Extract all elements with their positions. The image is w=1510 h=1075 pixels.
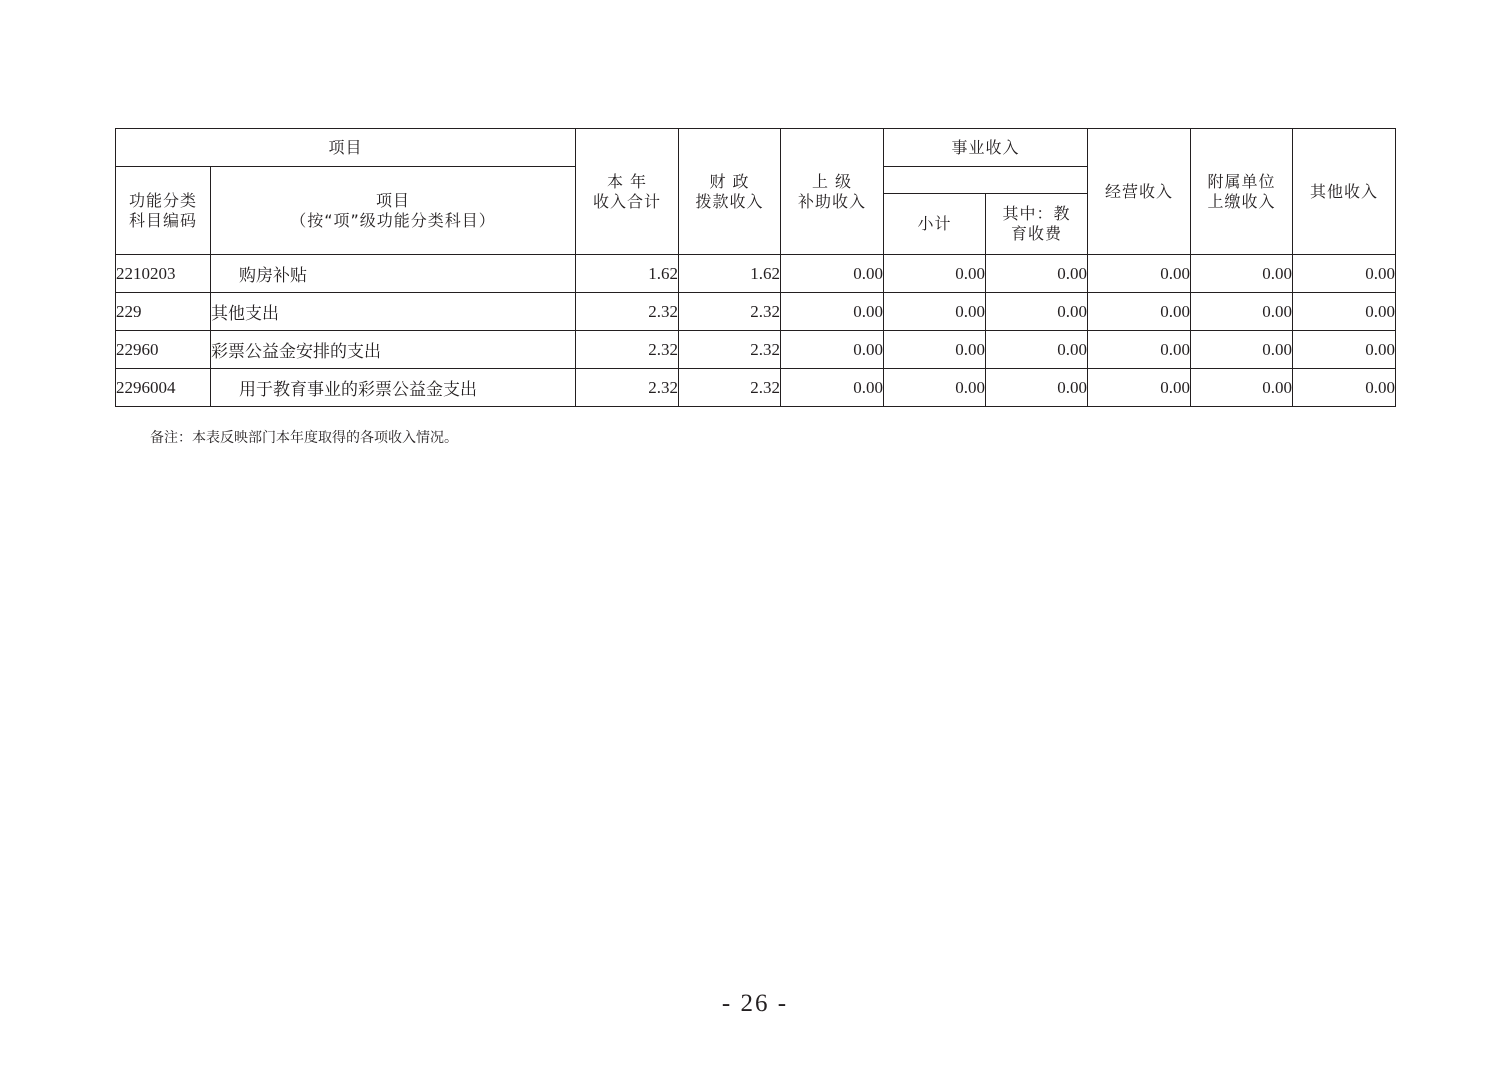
superior-header-line1: 上 级 [811, 171, 853, 191]
superior-subsidy-cell: 0.00 [781, 369, 884, 407]
business-income-header: 事业收入 [884, 129, 1088, 167]
fiscal-header-line1: 财 政 [709, 171, 750, 191]
affiliate-income-cell: 0.00 [1191, 255, 1293, 293]
function-code-cell: 229 [116, 293, 211, 331]
subtotal-cell: 0.00 [884, 255, 986, 293]
operating-income-cell: 0.00 [1088, 331, 1191, 369]
fiscal-appropriation-cell: 2.32 [679, 331, 781, 369]
fiscal-appropriation-cell: 2.32 [679, 293, 781, 331]
subtotal-cell: 0.00 [884, 293, 986, 331]
item-name-cell: 其他支出 [211, 293, 576, 331]
item-group-header: 项目 [116, 129, 576, 167]
operating-income-cell: 0.00 [1088, 293, 1191, 331]
table-row [116, 331, 1396, 369]
fiscal-header-line2: 拨款收入 [695, 191, 764, 211]
education-fee-header [986, 194, 1088, 255]
subtotal-cell: 0.00 [884, 369, 986, 407]
total-income-cell: 2.32 [576, 331, 679, 369]
other-income-cell: 0.00 [1293, 293, 1396, 331]
affiliate-income-header [1191, 129, 1293, 255]
total-income-header [576, 129, 679, 255]
superior-subsidy-header [781, 129, 884, 255]
table-row [116, 293, 1396, 331]
other-income-cell: 0.00 [1293, 369, 1396, 407]
subtotal-header: 小计 [884, 194, 986, 255]
table-row [116, 369, 1396, 407]
other-income-cell: 0.00 [1293, 331, 1396, 369]
superior-header-line2: 补助收入 [798, 191, 867, 211]
total-income-cell: 2.32 [576, 369, 679, 407]
edu-fee-header-line1: 其中：教 [1002, 204, 1071, 223]
function-code-header [116, 167, 211, 255]
item-name-cell: 购房补贴 [211, 255, 576, 293]
education-fee-cell: 0.00 [986, 293, 1088, 331]
total-income-cell: 1.62 [576, 255, 679, 293]
name-header-line1: 项目 [376, 190, 411, 210]
item-name-header [211, 167, 576, 255]
operating-income-cell: 0.00 [1088, 369, 1191, 407]
subtotal-cell: 0.00 [884, 331, 986, 369]
superior-subsidy-cell: 0.00 [781, 331, 884, 369]
item-name-cell: 用于教育事业的彩票公益金支出 [211, 369, 576, 407]
function-code-cell: 2296004 [116, 369, 211, 407]
table-row [116, 255, 1396, 293]
superior-subsidy-cell: 0.00 [781, 255, 884, 293]
fiscal-appropriation-header [679, 129, 781, 255]
income-table [115, 128, 1396, 407]
affiliate-header-line1: 附属单位 [1207, 171, 1276, 191]
affiliate-income-cell: 0.00 [1191, 369, 1293, 407]
superior-subsidy-cell: 0.00 [781, 293, 884, 331]
total-income-cell: 2.32 [576, 293, 679, 331]
table-body [116, 255, 1396, 407]
affiliate-income-cell: 0.00 [1191, 331, 1293, 369]
table-header [116, 129, 1396, 255]
affiliate-income-cell: 0.00 [1191, 293, 1293, 331]
total-income-header-line1: 本 年 [606, 171, 648, 191]
total-income-header-line2: 收入合计 [593, 191, 662, 211]
other-income-header: 其他收入 [1293, 129, 1396, 255]
fiscal-appropriation-cell: 2.32 [679, 369, 781, 407]
education-fee-cell: 0.00 [986, 369, 1088, 407]
education-fee-cell: 0.00 [986, 331, 1088, 369]
operating-income-header: 经营收入 [1088, 129, 1191, 255]
education-fee-cell: 0.00 [986, 255, 1088, 293]
name-header-line2: （按“项”级功能分类科目） [290, 210, 496, 230]
code-header-line2: 科目编码 [128, 210, 197, 230]
table-note: 备注：本表反映部门本年度取得的各项收入情况。 [150, 430, 458, 446]
operating-income-cell: 0.00 [1088, 255, 1191, 293]
page-number: - 26 - [721, 990, 789, 1017]
code-header-line1: 功能分类 [128, 190, 197, 210]
other-income-cell: 0.00 [1293, 255, 1396, 293]
function-code-cell: 22960 [116, 331, 211, 369]
function-code-cell: 2210203 [116, 255, 211, 293]
affiliate-header-line2: 上缴收入 [1207, 191, 1276, 211]
edu-fee-header-line2: 育收费 [1011, 224, 1063, 243]
fiscal-appropriation-cell: 1.62 [679, 255, 781, 293]
item-name-cell: 彩票公益金安排的支出 [211, 331, 576, 369]
